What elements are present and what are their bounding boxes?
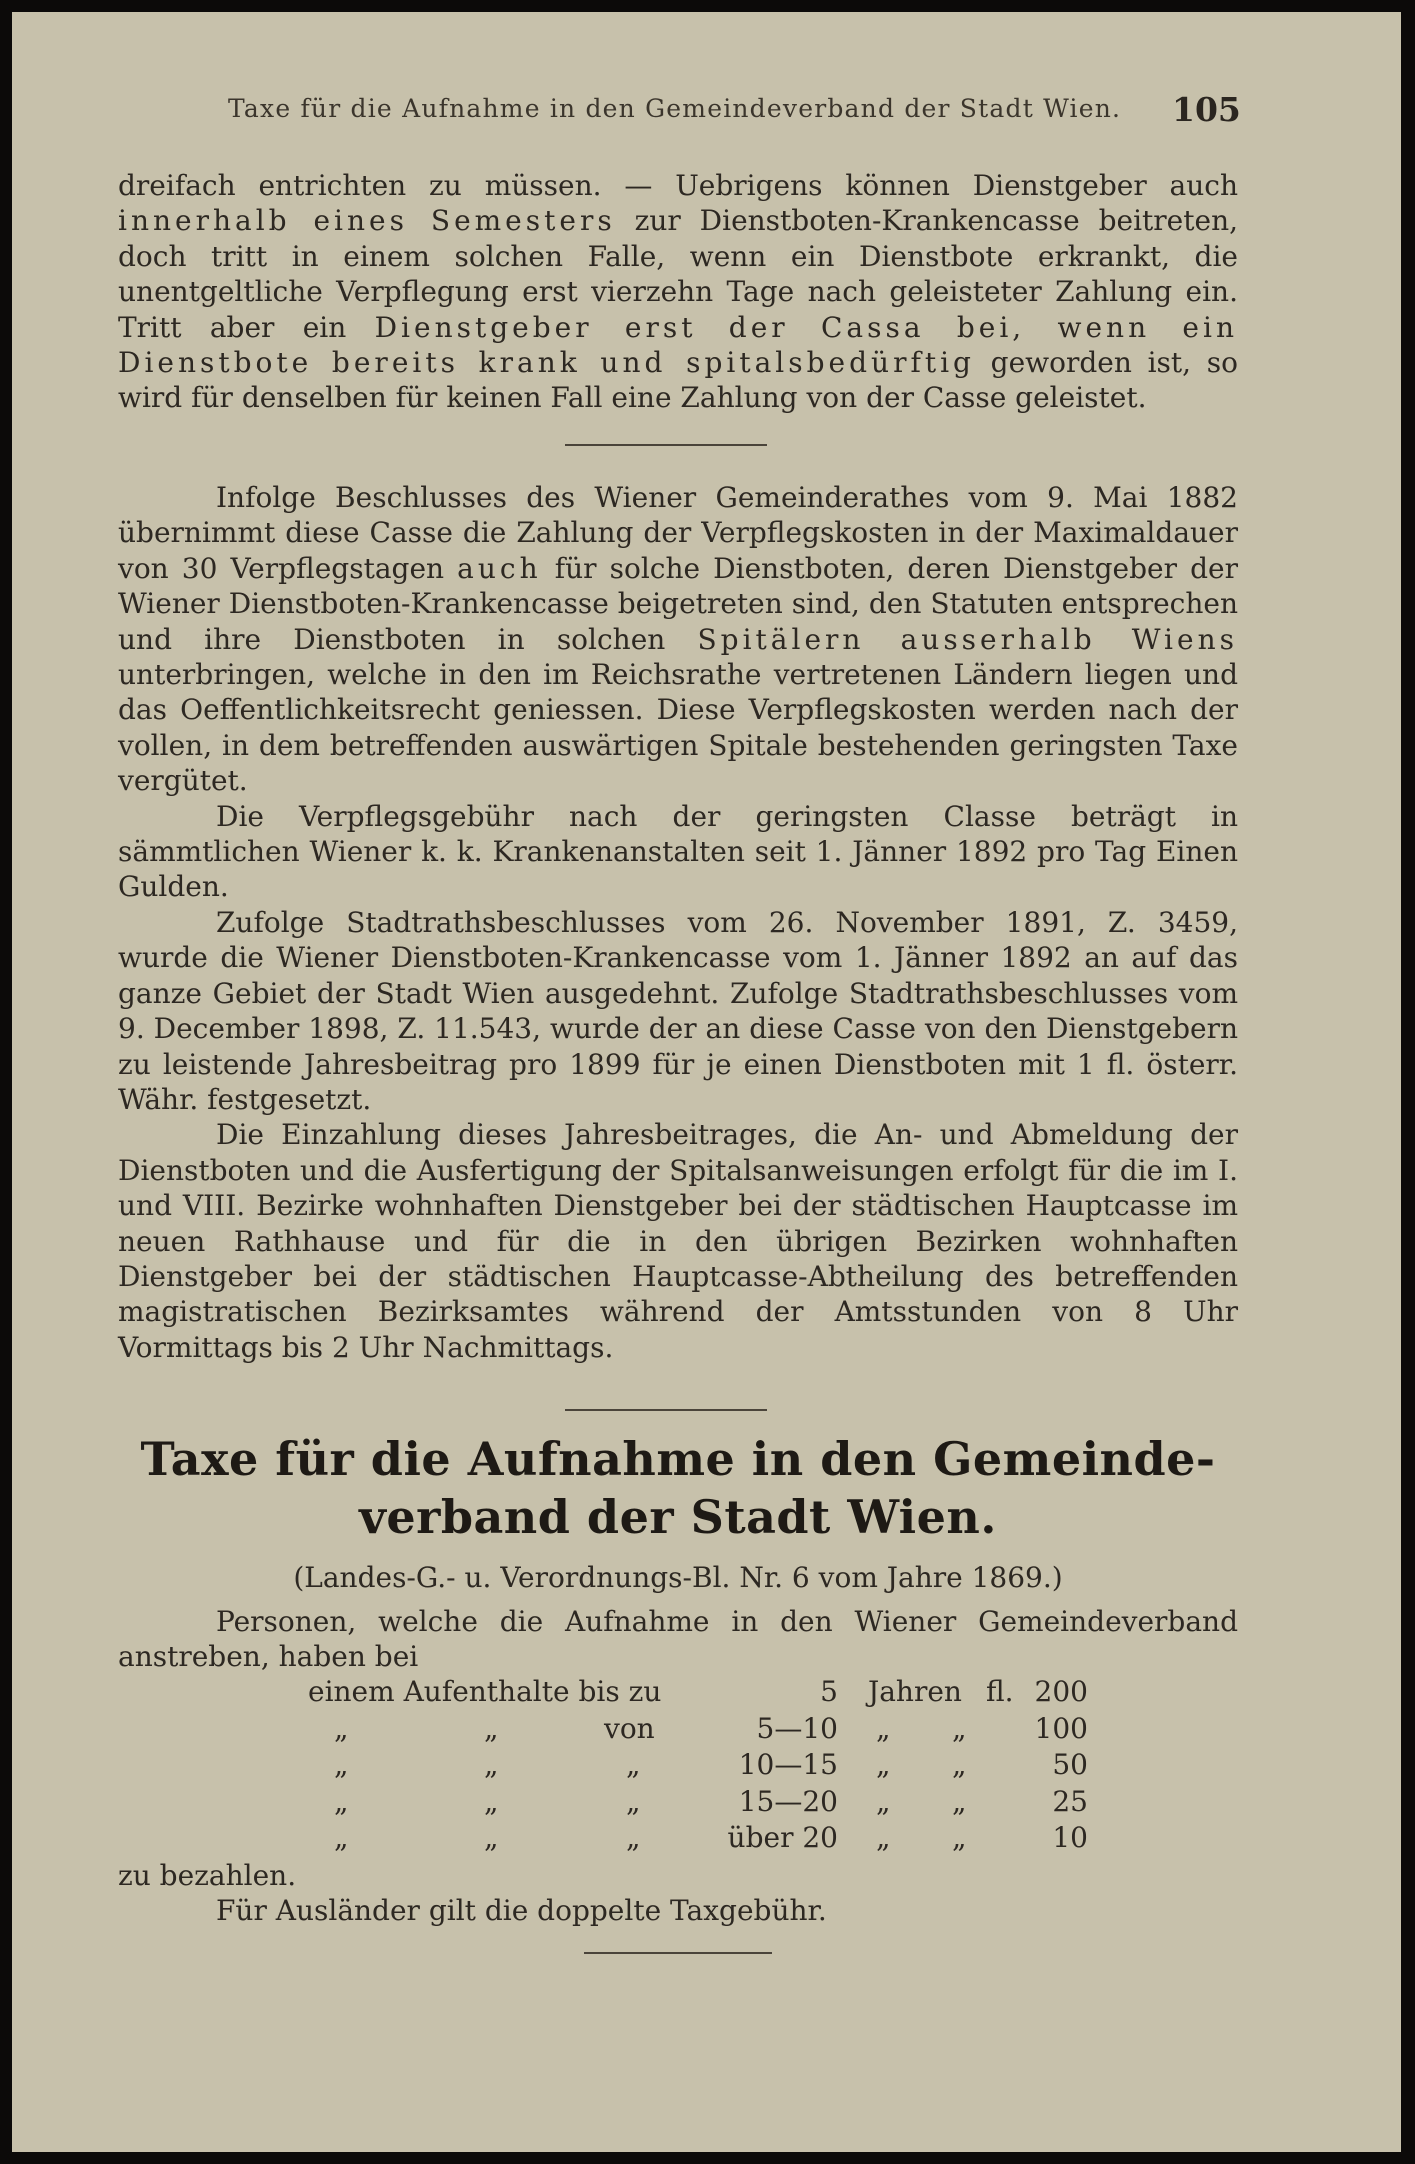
ditto-mark: „ — [334, 1821, 349, 1855]
table-cell-range: 10—15 — [738, 1748, 838, 1782]
section-heading-line: Taxe für die Aufnahme in den Gemeinde- — [140, 1432, 1216, 1486]
section-intro-text: Personen, welche die Aufnahme in den Wiener Gemeindeverband anstreben, haben bei — [118, 1605, 1238, 1674]
tax-table — [308, 1674, 1088, 1857]
section-divider — [565, 444, 767, 446]
ditto-mark: „ — [484, 1821, 499, 1855]
emphasis-spaced: innerhalb eines Semesters — [118, 204, 616, 238]
ditto-mark: „ — [484, 1711, 499, 1745]
closing-text: zu bezahlen. — [118, 1859, 297, 1892]
running-head — [12, 90, 1401, 134]
paragraph-dienstgeber-beitritt — [118, 168, 1238, 416]
paragraph-stadtrathsbeschluss: Zufolge Stadtrathsbeschlusses vom 26. November 1891, Z. 3459, wurde die Wiener Dienstboten-Krankencasse vom 1. Jänner 1892 an auf das ganze Gebiet der Stadt Wien ausgedehnt. Zufolge Stadtrathsbeschlusses vom 9. December 1898, Z. 11.543, wurde der an diese Casse von den Dienstgebern zu leistende Jahresbeitrag pro 1899 für je einen Dienstboten mit 1 fl. österr. Währ. festgesetzt. — [118, 905, 1238, 1116]
table-cell-unit: Jahren — [868, 1675, 962, 1708]
ditto-mark: „ — [952, 1784, 967, 1818]
ditto-mark: „ — [334, 1748, 349, 1782]
table-row — [308, 1711, 1088, 1748]
table-cell-currency: fl. — [986, 1675, 1014, 1708]
table-cell-amount: 100 — [1034, 1711, 1088, 1745]
table-row — [308, 1784, 1088, 1821]
ditto-mark: „ — [484, 1784, 499, 1818]
section-heading-line: verband der Stadt Wien. — [359, 1490, 997, 1544]
paragraph-line: dreifach entrichten zu müssen. — Uebrigens können Dienstgeber auch — [118, 169, 1238, 202]
table-row — [308, 1674, 1088, 1711]
ditto-mark: „ — [876, 1821, 891, 1855]
section-divider — [584, 1952, 772, 1954]
table-cell-amount: 200 — [1034, 1675, 1088, 1708]
emphasis-spaced: auch — [457, 551, 542, 585]
emphasis-spaced: Dienstgeber erst der Cassa bei, wenn ein Dienstbote bereits krank und spitalsbedürftig — [118, 310, 1238, 380]
table-row — [308, 1820, 1088, 1857]
table-cell-amount: 50 — [1052, 1748, 1088, 1782]
section-intro — [118, 1604, 1238, 1675]
table-cell-amount: 10 — [1052, 1821, 1088, 1855]
ditto-mark: „ — [952, 1748, 967, 1782]
table-cell-range: 15—20 — [738, 1784, 838, 1818]
paragraph-text: unterbringen, welche in den im Reichsrathe vertretenen Ländern liegen und das Oeffentlichkeitsrecht geniessen. Diese Verpflegskosten werden nach der vollen, in dem betreffenden auswärtigen Spitale bestehenden geringsten Taxe vergütet. — [118, 658, 1238, 798]
paragraph-continuation — [118, 203, 1238, 415]
section-heading — [118, 1430, 1238, 1546]
paragraph-text: für solche Dienstboten, deren Dienstgeber der Wiener Dienstboten-Krankencasse beigetreten sind, den Statuten entsprechen und ihre Dienstboten in solchen — [118, 551, 1238, 656]
ditto-mark: „ — [876, 1748, 891, 1782]
page-number: 105 — [1172, 90, 1241, 129]
table-cell-word: von — [604, 1711, 655, 1745]
ditto-mark: „ — [876, 1711, 891, 1745]
table-cell-amount: 25 — [1052, 1784, 1088, 1818]
section-source: (Landes-G.- u. Verordnungs-Bl. Nr. 6 vom Jahre 1869.) — [293, 1561, 1063, 1594]
paragraph-body — [118, 480, 1238, 799]
ditto-mark: „ — [334, 1711, 349, 1745]
table-cell-prefix: einem Aufenthalte bis zu — [308, 1675, 662, 1708]
ditto-mark: „ — [334, 1784, 349, 1818]
ditto-mark: „ — [484, 1748, 499, 1782]
paragraph-text: Infolge Beschlusses des Wiener Gemeinderathes vom 9. Mai 1882 übernimmt diese Casse die Zahlung der Verpflegskosten in der Maximaldauer von 30 Verpflegstagen — [118, 481, 1238, 585]
paragraph-verpflegsgebuehr: Die Verpflegsgebühr nach der geringsten Classe beträgt in sämmtlichen Wiener k. k. Krankenanstalten seit 1. Jänner 1892 pro Tag Einen Gulden. — [118, 799, 1238, 904]
paragraph-beschluss-1882 — [118, 480, 1238, 1365]
table-cell-range: 5 — [820, 1675, 838, 1708]
foreigners-note: Für Ausländer gilt die doppelte Taxgebühr. — [216, 1894, 827, 1928]
ditto-mark: „ — [626, 1748, 641, 1782]
ditto-mark: „ — [952, 1711, 967, 1745]
emphasis-spaced: Spitälern ausserhalb Wiens — [697, 622, 1238, 656]
running-title: Taxe für die Aufnahme in den Gemeindeverband der Stadt Wien. — [228, 94, 1122, 123]
table-cell-range: 5—10 — [756, 1711, 838, 1745]
section-divider — [565, 1409, 767, 1411]
paragraph-text: geworden ist, so wird für denselben für keinen Fall eine Zahlung von der Casse geleistet. — [118, 346, 1238, 415]
section-closing — [118, 1858, 1238, 1929]
paragraph-text: zur Dienstboten-Krankencasse beitreten, doch tritt in einem solchen Falle, wenn ein Dienstbote erkrankt, die unentgeltliche Verpflegung erst vierzehn Tage nach geleisteter Zahlung ein. Tritt aber ein — [118, 204, 1238, 344]
ditto-mark: „ — [952, 1821, 967, 1855]
paragraph-einzahlung: Die Einzahlung dieses Jahresbeitrages, die An- und Abmeldung der Dienstboten und die Ausfertigung der Spitalsanweisungen erfolgt für die im I. und VIII. Bezirke wohnhaften Dienstgeber bei der städtischen Hauptcasse im neuen Rathhause und für die in den übrigen Bezirken wohnhaften Dienstgeber bei der städtischen Hauptcasse-Abtheilung des betreffenden magistratischen Bezirksamtes während der Amtsstunden von 8 Uhr Vormittags bis 2 Uhr Nachmittags. — [118, 1118, 1238, 1364]
document-page — [12, 12, 1401, 2152]
ditto-mark: „ — [876, 1784, 891, 1818]
table-row — [308, 1747, 1088, 1784]
table-cell-range: über 20 — [727, 1821, 838, 1855]
ditto-mark: „ — [626, 1784, 641, 1818]
ditto-mark: „ — [626, 1821, 641, 1855]
